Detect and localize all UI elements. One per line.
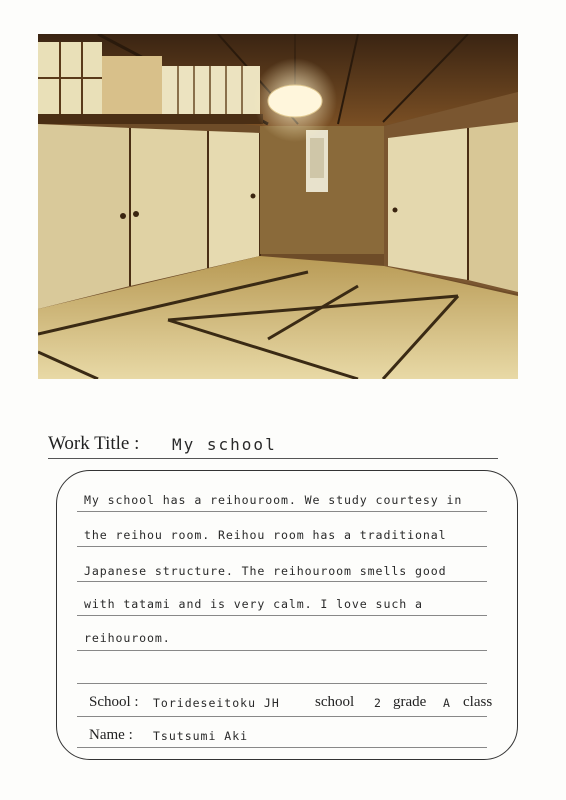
- ruled-line: [77, 546, 487, 547]
- work-title-label: Work Title :: [48, 433, 140, 454]
- ruled-line: [77, 683, 487, 684]
- essay-line-3: Japanese structure. The reihouroom smells good: [84, 564, 447, 578]
- ruled-line: [77, 511, 487, 512]
- ruled-line: [77, 716, 487, 717]
- grade-number-value: 2: [374, 696, 382, 710]
- work-title-value: My school: [172, 435, 277, 454]
- ruled-line: [77, 650, 487, 651]
- essay-line-4: with tatami and is very calm. I love such a: [84, 597, 423, 611]
- school-label: School :: [89, 694, 139, 710]
- essay-box: [56, 470, 518, 760]
- school-word: school: [315, 694, 355, 710]
- ruled-line: [77, 747, 487, 748]
- tatami-room-illustration: [38, 34, 518, 379]
- school-name-value: Torideseitoku JH: [153, 696, 280, 710]
- ruled-line: [77, 615, 487, 616]
- reihouroom-photo: [38, 34, 518, 379]
- essay-line-1: My school has a reihouroom. We study courtesy in: [84, 493, 463, 507]
- work-title-row: [48, 428, 498, 459]
- name-value: Tsutsumi Aki: [153, 729, 249, 743]
- name-label: Name :: [89, 727, 133, 743]
- class-word: class: [463, 694, 493, 710]
- class-letter-value: A: [443, 696, 451, 710]
- essay-line-5: reihouroom.: [84, 631, 171, 645]
- ruled-line: [77, 581, 487, 582]
- grade-word: grade: [393, 694, 427, 710]
- essay-line-2: the reihou room. Reihou room has a traditional: [84, 528, 447, 542]
